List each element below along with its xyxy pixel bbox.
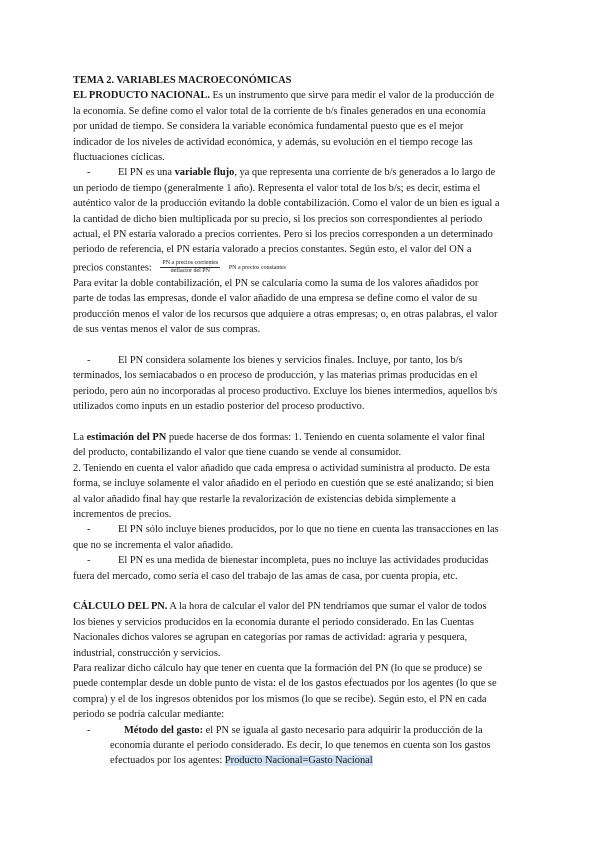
highlighted-equation: Producto Nacional=Gasto Nacional [224,755,373,767]
pn-intro-line: la economía. Se define como el valor total de la corriente de b/s finales generados en una economía [73,105,486,117]
pn-intro-line: indicador de los niveles de actividad económica, y además, su evolución en el tiempo recoge las [73,136,473,148]
text-run: el PN se iguala al gasto necesario para adquirir la producción de la [203,724,483,736]
formula-result: PN a precios constantes [228,264,286,271]
bullet-text: El PN sólo incluye bienes producidos, por lo que no tiene en cuenta las transacciones en las [118,524,499,536]
pn-intro-line-1 [73,88,525,103]
text-run: A la hora de calcular el valor del PN tendríamos que sumar el valor de todos [167,601,487,613]
bullet-dash: - [87,354,91,366]
text-run: La [73,431,87,443]
bullet-bienes-finales [73,353,525,368]
formula-numerator: PN a precios corrientes [162,260,219,267]
spacer [73,338,525,353]
pn-section-title: EL PRODUCTO NACIONAL. [73,90,210,102]
bullet-dash: - [87,724,91,736]
calculo-line: periodo se podría calcular mediante: [73,709,225,721]
bullet-dash: - [87,555,91,567]
spacer [73,584,525,599]
finales-line: periodo, pero aún no incorporadas al proceso productivo. Excluye los bienes intermedios, aquellos b/s [73,385,498,397]
text-run: El PN es una [118,167,175,179]
estimacion-line: al valor añadido final hay que restarle la revalorización de existencias debida simplemente a [73,493,456,505]
estimacion-line-1 [73,430,525,445]
bullet-text: El PN es una medida de bienestar incompleta, pues no incluye las actividades producidas [118,555,489,567]
doble-line: Para evitar la doble contabilización, el PN se calcularía como la suma de los valores añadidos por [73,277,479,289]
bullet-metodo-gasto [73,723,525,738]
spacer [73,415,525,430]
bullet-text [104,723,483,738]
flujo-line: auténtico valor de la producción evitando la doble contabilización. Como el valor de un bien es igual a [73,198,500,210]
text-run: puede hacerse de dos formas: 1. Teniendo en cuenta solamente el valor final [166,431,485,443]
flujo-line: la cantidad de dicho bien multiplicada por su precio, si los precios son correspondientes al periodo [73,213,483,225]
document-body [73,73,525,769]
doble-line: de sus ventas menos el valor de sus compras. [73,324,261,336]
formula-denominator: deflactor del PN [170,268,210,275]
calculo-section-title: CÁLCULO DEL PN. [73,601,168,613]
bullet-text: El PN considera solamente los bienes y servicios finales. Incluye, por tanto, los b/s [118,354,463,366]
page-title: TEMA 2. VARIABLES MACROECONÓMICAS [73,75,292,86]
bullet-text [104,165,495,180]
doble-line: producción menos el valor de los recursos que adquiere a otras empresas; o, en otras palabras, el valor [73,308,498,320]
calculo-line: puede contemplar desde un doble punto de vista: el de los gastos efectuados por los agentes (lo que se [73,678,497,690]
variable-flujo-term: variable flujo [174,167,235,179]
metodo-last-line [73,753,525,768]
bullet-dash: - [87,167,91,179]
pn-intro-line: por unidad de tiempo. Se considera la variable económica fundamental puesto que es el mejor [73,121,464,133]
flujo-line: un periodo de tiempo (generalmente 1 año). Representa el valor total de los b/s; es decir, estima el [73,182,481,194]
bullet-variable-flujo [73,165,525,180]
finales-line: terminados, los semiacabados o en proceso de producción, y las materias primas producidas en el [73,370,478,382]
text-run: efectuados por los agentes: [110,755,225,767]
estimacion-line: 2. Teniendo en cuenta el valor añadido que cada empresa o actividad suministra al producto. De esta [73,462,490,474]
calculo-line: industrial, construcción y servicios. [73,647,221,659]
bullet-bienestar [73,553,525,568]
formula-fraction [160,260,220,275]
formula-line [73,258,525,276]
flujo-line: periodo de referencia, el PN estaría valorado a precios constantes. Según esto, el valor del ON a [73,244,472,256]
calculo-line: compra) y el de los ingresos obtenidos por los mismos (lo que se recibe). Según esto, el PN en cada [73,693,487,705]
estimacion-line: forma, se incluye solamente el valor añadido en el periodo en cuestión que se esté analizando; si bien [73,478,494,490]
bullet-continuation: que no se incrementa el valor añadido. [73,539,234,551]
bullet-continuation: fuera del mercado, como sería el caso del trabajo de las amas de casa, por cuenta propia, etc. [73,570,458,582]
estimacion-term: estimación del PN [86,431,167,443]
flujo-line: actual, el PN estaría valorado a precios corrientes. Pero si los precios corresponden a un determinado [73,229,493,241]
doble-line: parte de todas las empresas, donde el valor añadido de una empresa se define como el valor de su [73,293,478,305]
bullet-bienes-producidos [73,522,525,537]
metodo-line: economía durante el periodo considerado. Es decir, lo que tenemos en cuenta son los gastos [110,740,491,752]
metodo-gasto-term: Método del gasto: [124,724,204,736]
estimacion-line: del producto, contabilizando el valor que tiene cuando se vende al consumidor. [73,447,402,459]
calculo-line: Nacionales dichos valores se agrupan en categorías por ramas de actividad: agraria y pesquera, [73,632,468,644]
text-run: , ya que representa una corriente de b/s generados a lo largo de [234,167,496,179]
calculo-line-1 [73,599,525,614]
calculo-line: los bienes y servicios producidos en la economía durante el periodo considerado. En las Cuentas [73,616,474,628]
calculo-line: Para realizar dicho cálculo hay que tener en cuenta que la formación del PN (lo que se produce) se [73,662,483,674]
estimacion-line: incrementos de precios. [73,508,172,520]
formula-label: precios constantes: [73,262,152,274]
bullet-dash: - [87,524,91,536]
finales-line: utilizados como inputs en un estadio posterior del proceso productivo. [73,401,365,413]
pn-intro-line: fluctuaciones cíclicas. [73,152,165,164]
pn-intro-text: Es un instrumento que sirve para medir el valor de la producción de [209,90,495,102]
